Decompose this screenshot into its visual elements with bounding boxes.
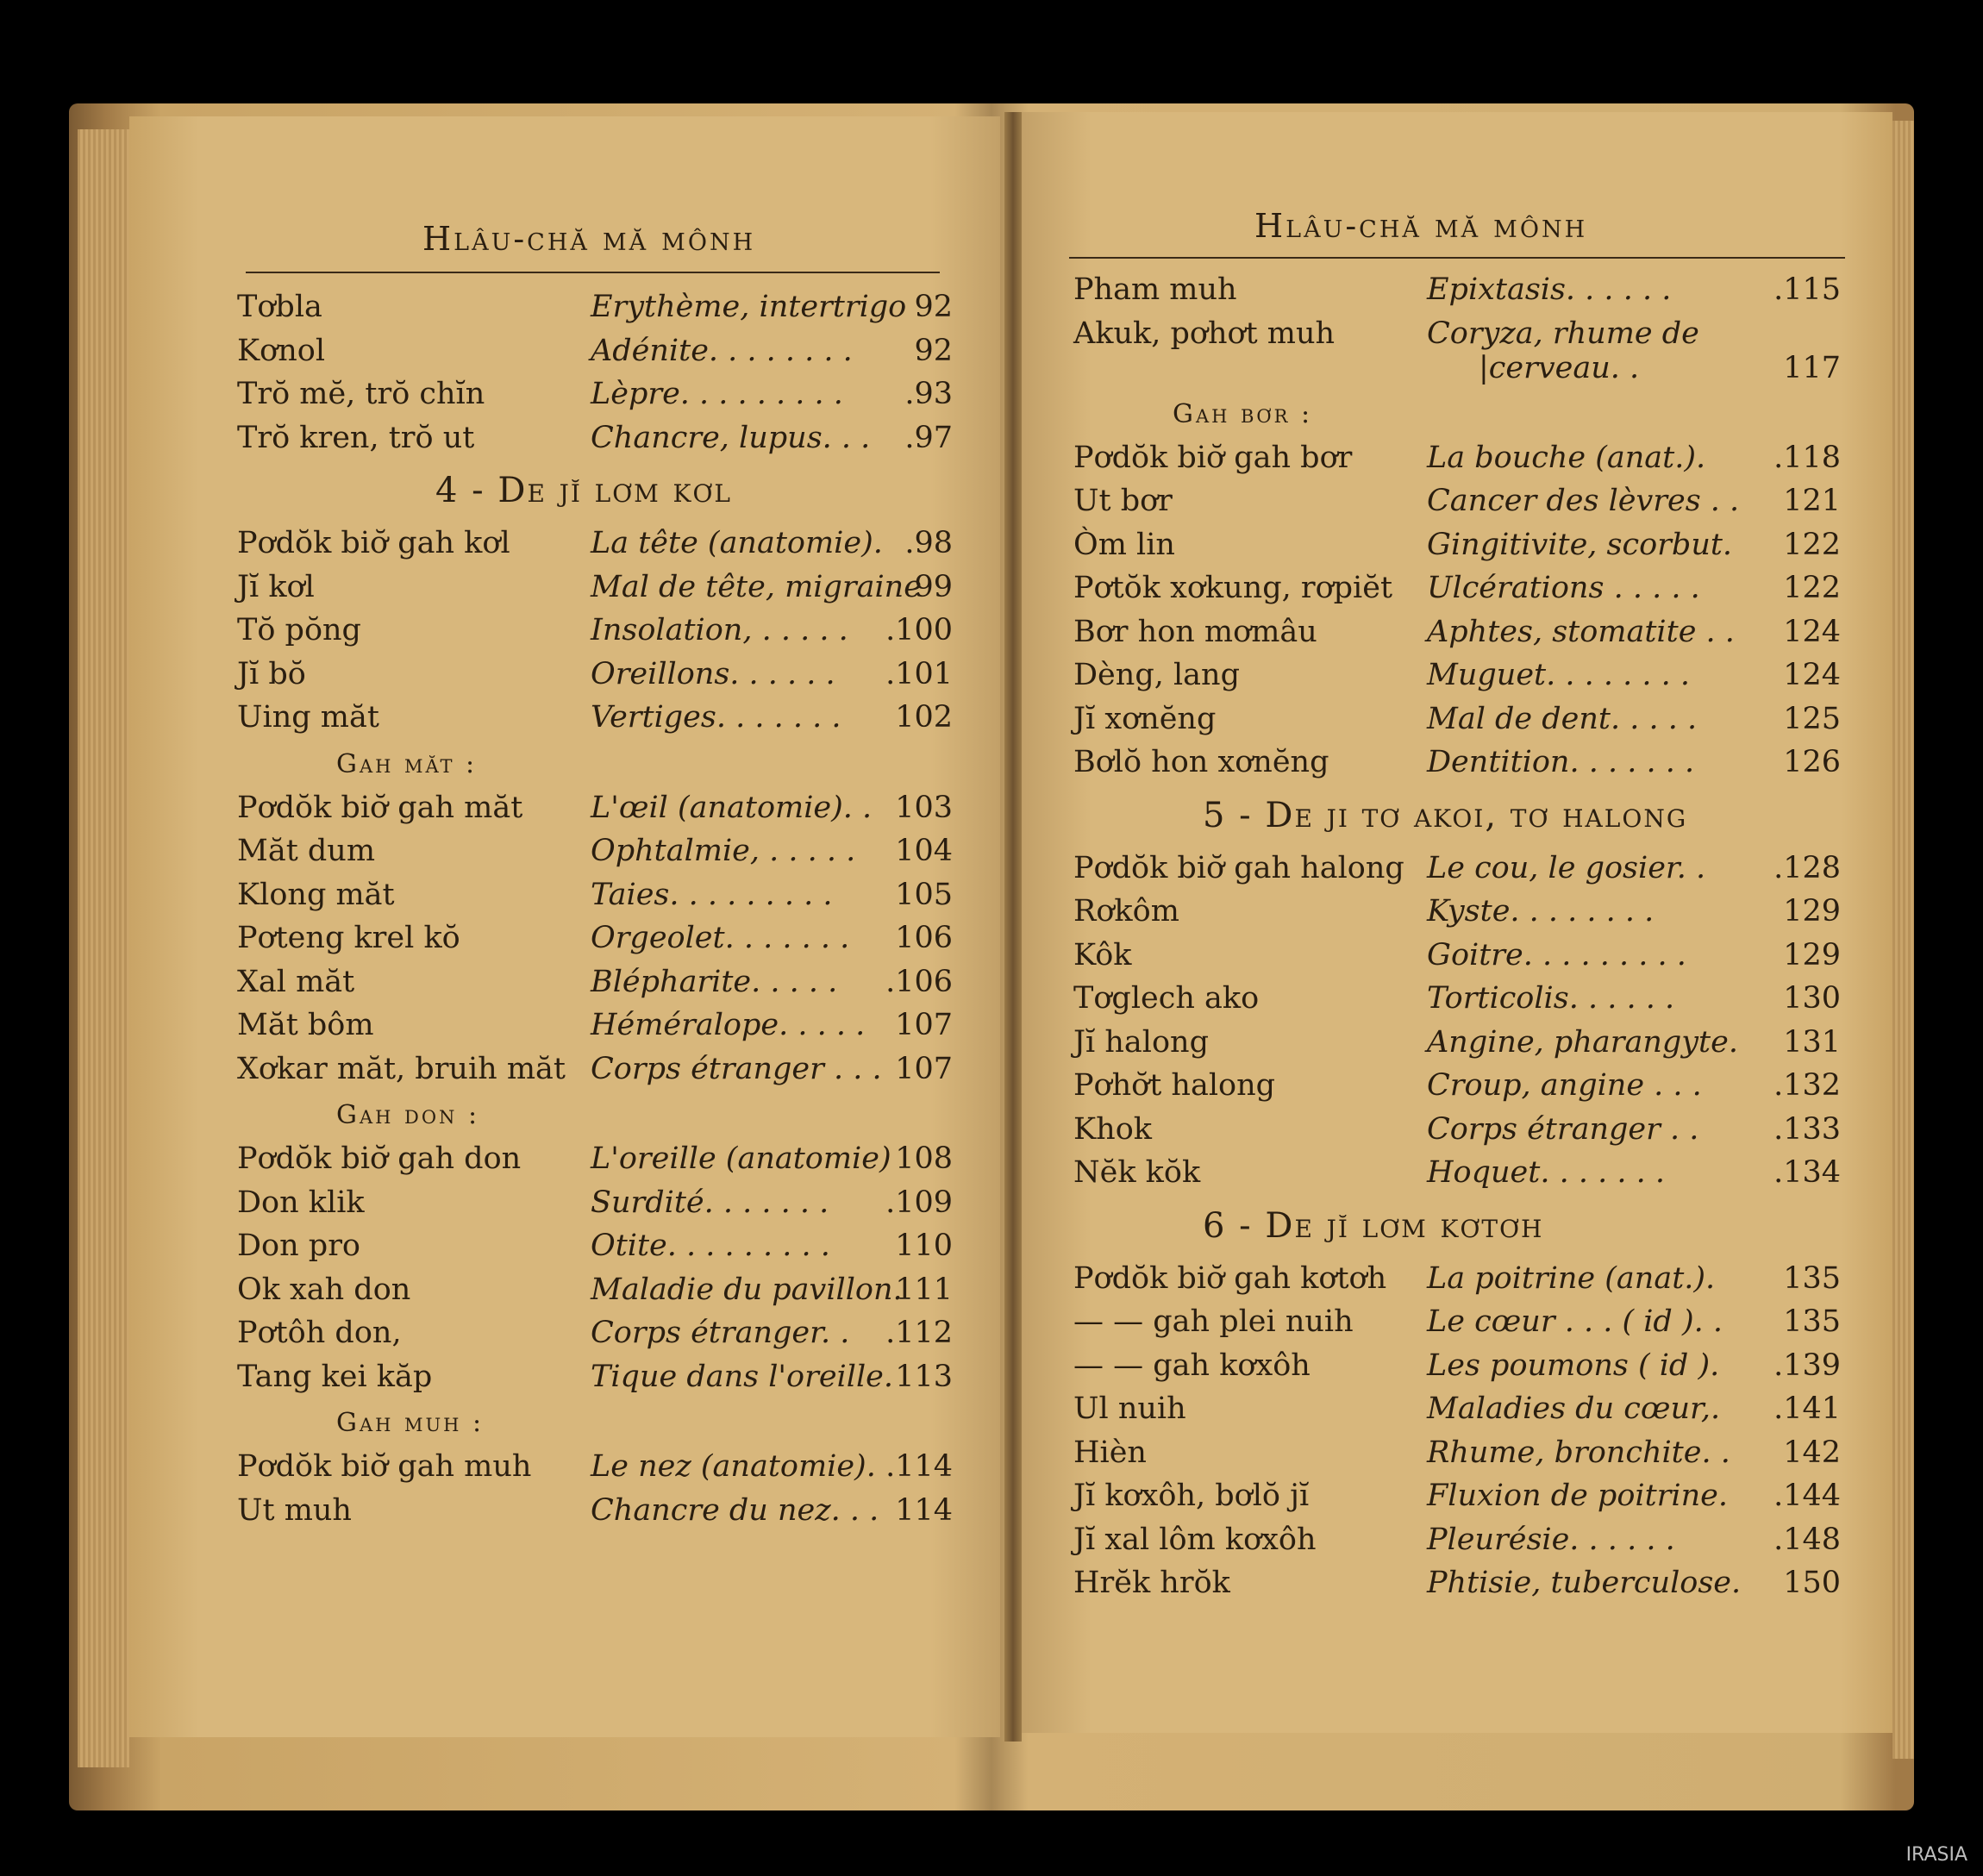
subsection-heading-text: Gah măt :: [336, 748, 478, 779]
index-entry: [1073, 933, 1849, 977]
entry-page-number: 113: [895, 1359, 953, 1394]
subsection-heading: [237, 1090, 961, 1136]
entry-term: Klong măt: [237, 877, 395, 912]
entry-definition: Maladie du pavillon.: [591, 1272, 903, 1307]
entry-definition: L'oreille (anatomie): [591, 1141, 891, 1176]
entry-term: Uing măt: [237, 700, 379, 735]
index-entry: [1073, 311, 1849, 389]
entry-page-number: 131: [1783, 1024, 1841, 1060]
entry-page-number: 107: [895, 1051, 953, 1086]
section-heading-text: 6 - De jĭ lơm kơtơh: [1203, 1205, 1544, 1246]
entry-page-number: .114: [885, 1449, 953, 1484]
entry-page-number: 122: [1783, 571, 1841, 605]
index-entry: [237, 1136, 961, 1180]
index-entry: [1073, 1343, 1849, 1387]
entry-term: — — gah plei nuih: [1073, 1304, 1354, 1339]
entry-definition: Goitre. . . . . . . . .: [1427, 937, 1686, 972]
entry-page-number: .98: [904, 526, 953, 560]
entry-page-number: 105: [895, 877, 953, 912]
entry-term: Bơr hon mơmâu: [1073, 614, 1317, 649]
index-entry: [237, 565, 961, 609]
entry-page-number: 124: [1783, 614, 1841, 649]
entry-definition: Le nez (anatomie).: [591, 1449, 876, 1484]
entry-term: Rơkôm: [1073, 894, 1179, 929]
entry-term: Don klik: [237, 1185, 365, 1220]
entry-term: Dèng, lang: [1073, 658, 1240, 692]
entry-page-number: 107: [895, 1008, 953, 1042]
section-heading: [1073, 1194, 1849, 1256]
subsection-heading: [237, 1398, 961, 1444]
entry-page-number: 142: [1783, 1435, 1841, 1470]
entry-definition: Blépharite. . . . .: [591, 964, 838, 999]
entry-page-number: 117: [1783, 350, 1841, 385]
entry-page-number: .132: [1773, 1068, 1841, 1103]
entry-definition: Corps étranger . .: [1427, 1111, 1699, 1147]
entry-definition: Fluxion de poitrine.: [1427, 1479, 1728, 1513]
index-entry: [237, 372, 961, 416]
index-entry: [237, 785, 961, 829]
entry-term: Hrĕk hrŏk: [1073, 1566, 1230, 1600]
index-entry: [1073, 1020, 1849, 1064]
entry-definition: Maladies du cœur,.: [1427, 1391, 1721, 1426]
index-entry: [1073, 740, 1849, 784]
index-entry: [237, 521, 961, 565]
entry-term: Kơnol: [237, 333, 326, 368]
index-entry: [1073, 435, 1849, 479]
entry-definition: L'œil (anatomie). .: [591, 790, 873, 825]
entry-term: Pơdŏk biơ̆ gah don: [237, 1141, 522, 1176]
entry-page-number: 99: [914, 569, 953, 604]
index-entry: [237, 1444, 961, 1488]
entry-definition: Insolation, . . . . .: [591, 613, 848, 647]
entry-definition: Otite. . . . . . . . .: [591, 1229, 830, 1263]
entry-definition: Orgeolet. . . . . . .: [591, 921, 850, 955]
entry-definition: Ulcérations . . . . .: [1427, 571, 1700, 605]
right-entry-list: [1073, 267, 1849, 1604]
entry-page-number: 135: [1783, 1304, 1841, 1339]
entry-term: Măt dum: [237, 834, 376, 868]
entry-term: Jĭ xơnĕng: [1073, 701, 1217, 736]
entry-page-number: 108: [895, 1141, 953, 1176]
entry-definition: Muguet. . . . . . . .: [1427, 658, 1690, 692]
entry-page-number: .109: [885, 1185, 953, 1220]
index-entry: [1073, 846, 1849, 890]
entry-page-number: 130: [1783, 981, 1841, 1016]
index-entry: [237, 916, 961, 960]
entry-term: Pơdŏk biơ̆ gah halong: [1073, 850, 1404, 885]
entry-term: Akuk, pơhơt muh: [1073, 316, 1336, 351]
index-entry: [237, 1047, 961, 1091]
entry-term: Pơtŏk xơkung, rơpiĕt: [1073, 571, 1393, 605]
entry-definition: Coryza, rhume de: [1427, 316, 1699, 351]
index-entry: [1073, 522, 1849, 566]
entry-definition: La bouche (anat.).: [1427, 440, 1706, 475]
entry-page-number: 122: [1783, 527, 1841, 562]
entry-definition: Chancre, lupus. . .: [591, 420, 871, 455]
index-entry: [1073, 1107, 1849, 1151]
entry-definition: Mal de tête, migraine: [591, 569, 922, 604]
index-entry: [1073, 653, 1849, 697]
entry-page-number: 102: [895, 700, 953, 735]
index-entry: [237, 695, 961, 739]
left-header-rule: [246, 272, 940, 273]
entry-page-number: .148: [1773, 1522, 1841, 1557]
entry-term: Tơglech ako: [1073, 981, 1260, 1016]
left-page: [129, 116, 1000, 1737]
subsection-heading: [1073, 389, 1849, 435]
entry-term: Xơkar măt, bruih măt: [237, 1051, 566, 1086]
entry-term: Jĭ kơl: [237, 569, 315, 604]
index-entry: [1073, 697, 1849, 741]
entry-page-number: .133: [1773, 1111, 1841, 1147]
subsection-heading: [237, 739, 961, 785]
index-entry: [1073, 478, 1849, 522]
entry-definition: Pleurésie. . . . . .: [1427, 1522, 1675, 1557]
index-entry: [237, 1223, 961, 1267]
index-entry: [237, 608, 961, 652]
entry-term: Pơtôh don,: [237, 1316, 402, 1350]
entry-term: Măt bôm: [237, 1008, 374, 1042]
index-entry: [1073, 889, 1849, 933]
index-entry: [1073, 1560, 1849, 1604]
section-heading: [237, 459, 961, 521]
subsection-heading-text: Gah don :: [336, 1100, 480, 1130]
entry-page-number: 121: [1783, 484, 1841, 518]
entry-term: Nĕk kŏk: [1073, 1155, 1201, 1190]
left-entry-list: [237, 285, 961, 1531]
entry-definition: Le cou, le gosier. .: [1427, 850, 1706, 885]
entry-term: Tang kei kăp: [237, 1359, 433, 1394]
entry-term: Jĭ halong: [1073, 1024, 1209, 1060]
entry-page-number: 125: [1783, 701, 1841, 736]
entry-page-number: .106: [885, 964, 953, 999]
index-entry: [237, 416, 961, 460]
entry-page-number: 92: [914, 333, 953, 368]
entry-definition: Mal de dent. . . . .: [1427, 701, 1698, 736]
entry-term: Jĭ kơxôh, bơlŏ jĭ: [1073, 1479, 1310, 1513]
entry-term: Khok: [1073, 1111, 1152, 1147]
index-entry: [1073, 610, 1849, 653]
entry-page-number: 129: [1783, 937, 1841, 972]
entry-term: Jĭ xal lôm kơxôh: [1073, 1522, 1317, 1557]
entry-page-number: 104: [895, 834, 953, 868]
entry-definition: La poitrine (anat.).: [1427, 1260, 1716, 1296]
entry-definition: La tête (anatomie).: [591, 526, 883, 560]
entry-term: Pơdŏk biơ̆ gah bơr: [1073, 440, 1353, 475]
entry-page-number: 129: [1783, 894, 1841, 929]
entry-term: Pơdŏk biơ̆ gah muh: [237, 1449, 532, 1484]
entry-page-number: 110: [895, 1229, 953, 1263]
index-entry: [237, 285, 961, 328]
entry-definition: Corps étranger . . .: [591, 1051, 882, 1086]
index-entry: [1073, 1150, 1849, 1194]
entry-page-number: .144: [1773, 1479, 1841, 1513]
index-entry: [237, 1310, 961, 1354]
entry-page-number: 150: [1783, 1566, 1841, 1600]
entry-page-number: .139: [1773, 1348, 1841, 1383]
index-entry: [237, 1354, 961, 1398]
index-entry: [237, 328, 961, 372]
entry-page-number: 135: [1783, 1260, 1841, 1296]
index-entry: [1073, 1430, 1849, 1474]
entry-term: Ut bơr: [1073, 484, 1173, 518]
entry-definition: Chancre du nez. . .: [591, 1492, 879, 1528]
watermark: IRASIA: [1905, 1844, 1967, 1866]
section-heading-text: 4 - De jĭ lơm kơl: [435, 471, 733, 510]
section-heading-text: 5 - De ji tơ akoi, tơ halong: [1203, 795, 1688, 835]
entry-page-number: .128: [1773, 850, 1841, 885]
entry-term: Ut muh: [237, 1492, 352, 1528]
index-entry: [237, 1003, 961, 1047]
entry-definition: Epixtasis. . . . . .: [1427, 272, 1672, 307]
entry-definition: Les poumons ( id ).: [1427, 1348, 1720, 1383]
entry-term: Ok xah don: [237, 1272, 411, 1307]
entry-term: Pơdŏk biơ̆ gah kơl: [237, 526, 510, 560]
entry-definition: Vertiges. . . . . . .: [591, 700, 841, 735]
entry-definition: Héméralope. . . . .: [591, 1008, 866, 1042]
entry-definition: Adénite. . . . . . . .: [591, 333, 853, 368]
index-entry: [237, 1488, 961, 1532]
index-entry: [1073, 1386, 1849, 1430]
right-page-header: Hlâu-chă mă mônh: [1254, 207, 1588, 245]
entry-definition: Dentition. . . . . . .: [1427, 745, 1695, 779]
entry-term: Kôk: [1073, 937, 1132, 972]
entry-definition: Angine, pharangyte.: [1427, 1024, 1738, 1060]
index-entry: [237, 652, 961, 696]
entry-definition: Cancer des lèvres . .: [1427, 484, 1740, 518]
entry-term: Tơbla: [237, 290, 322, 324]
entry-term: Trŏ kren, trŏ ut: [237, 420, 475, 455]
entry-page-number: .115: [1773, 272, 1841, 307]
entry-page-number: .97: [904, 420, 953, 455]
entry-term: Jĭ bŏ: [237, 656, 306, 691]
entry-definition: Oreillons. . . . . .: [591, 656, 835, 691]
entry-term: Òm lin: [1073, 527, 1175, 562]
entry-page-number: 124: [1783, 658, 1841, 692]
index-entry: [1073, 1517, 1849, 1561]
entry-definition: Taies. . . . . . . . .: [591, 877, 833, 912]
entry-page-number: .134: [1773, 1155, 1841, 1190]
entry-page-number: 111: [895, 1272, 953, 1307]
entry-definition: Torticolis. . . . . .: [1427, 981, 1675, 1016]
entry-page-number: .141: [1773, 1391, 1841, 1426]
entry-term: Pơhơ̆t halong: [1073, 1068, 1276, 1103]
entry-page-number: 114: [895, 1492, 953, 1528]
index-entry: [237, 872, 961, 916]
entry-page-number: 103: [895, 790, 953, 825]
entry-term: Pham muh: [1073, 272, 1237, 307]
subsection-heading-text: Gah bơr :: [1173, 398, 1313, 429]
index-entry: [237, 829, 961, 872]
entry-page-number: .118: [1773, 440, 1841, 475]
index-entry: [1073, 1256, 1849, 1300]
entry-term: Trŏ mĕ, trŏ chĭn: [237, 377, 485, 411]
book-gutter: [1004, 112, 1022, 1742]
entry-definition: Corps étranger. .: [591, 1316, 850, 1350]
entry-page-number: .112: [885, 1316, 953, 1350]
entry-term: Ul nuih: [1073, 1391, 1186, 1426]
entry-definition: Gingitivite, scorbut.: [1427, 527, 1733, 562]
entry-definition-continued: |cerveau. .: [1479, 350, 1640, 385]
entry-term: Tŏ pŏng: [237, 613, 361, 647]
index-entry: [1073, 267, 1849, 311]
entry-page-number: 126: [1783, 745, 1841, 779]
entry-page-number: 92: [914, 290, 953, 324]
index-entry: [237, 1267, 961, 1311]
entry-term: Xal măt: [237, 964, 355, 999]
entry-term: Pơdŏk biơ̆ gah kơtơh: [1073, 1260, 1387, 1296]
right-page: [1022, 112, 1892, 1733]
entry-term: — — gah kơxôh: [1073, 1348, 1311, 1383]
entry-term: Hièn: [1073, 1435, 1147, 1470]
entry-page-number: .100: [885, 613, 953, 647]
entry-definition: Ophtalmie, . . . . .: [591, 834, 856, 868]
index-entry: [237, 1180, 961, 1224]
entry-definition: Hoquet. . . . . . .: [1427, 1155, 1665, 1190]
entry-term: Pơteng krel kŏ: [237, 921, 460, 955]
index-entry: [1073, 566, 1849, 610]
index-entry: [1073, 976, 1849, 1020]
subsection-heading-text: Gah muh :: [336, 1408, 485, 1438]
section-heading: [1073, 784, 1849, 846]
index-entry: [1073, 1473, 1849, 1517]
left-page-header: Hlâu-chă mă mônh: [422, 220, 756, 258]
left-page-edges: [78, 129, 129, 1767]
entry-definition: Lèpre. . . . . . . . .: [591, 377, 843, 411]
entry-definition: Aphtes, stomatite . .: [1427, 614, 1735, 649]
entry-term: Don pro: [237, 1229, 361, 1263]
entry-page-number: 106: [895, 921, 953, 955]
index-entry: [1073, 1063, 1849, 1107]
entry-definition: Rhume, bronchite. .: [1427, 1435, 1730, 1470]
entry-definition: Surdité. . . . . . .: [591, 1185, 829, 1220]
right-page-edges: [1892, 121, 1914, 1759]
entry-definition: Erythème, intertrigo: [591, 290, 907, 324]
right-header-rule: [1069, 257, 1845, 259]
entry-definition: Phtisie, tuberculose.: [1427, 1566, 1742, 1600]
entry-definition: Croup, angine . . .: [1427, 1068, 1702, 1103]
entry-definition: Tique dans l'oreille.: [591, 1359, 893, 1394]
entry-term: Bơlŏ hon xơnĕng: [1073, 745, 1329, 779]
entry-definition: Kyste. . . . . . . .: [1427, 894, 1655, 929]
entry-definition: Le cœur . . . ( id ). .: [1427, 1304, 1723, 1339]
entry-page-number: .93: [904, 377, 953, 411]
index-entry: [237, 960, 961, 1004]
index-entry: [1073, 1299, 1849, 1343]
entry-page-number: .101: [885, 656, 953, 691]
entry-term: Pơdŏk biơ̆ gah măt: [237, 790, 523, 825]
